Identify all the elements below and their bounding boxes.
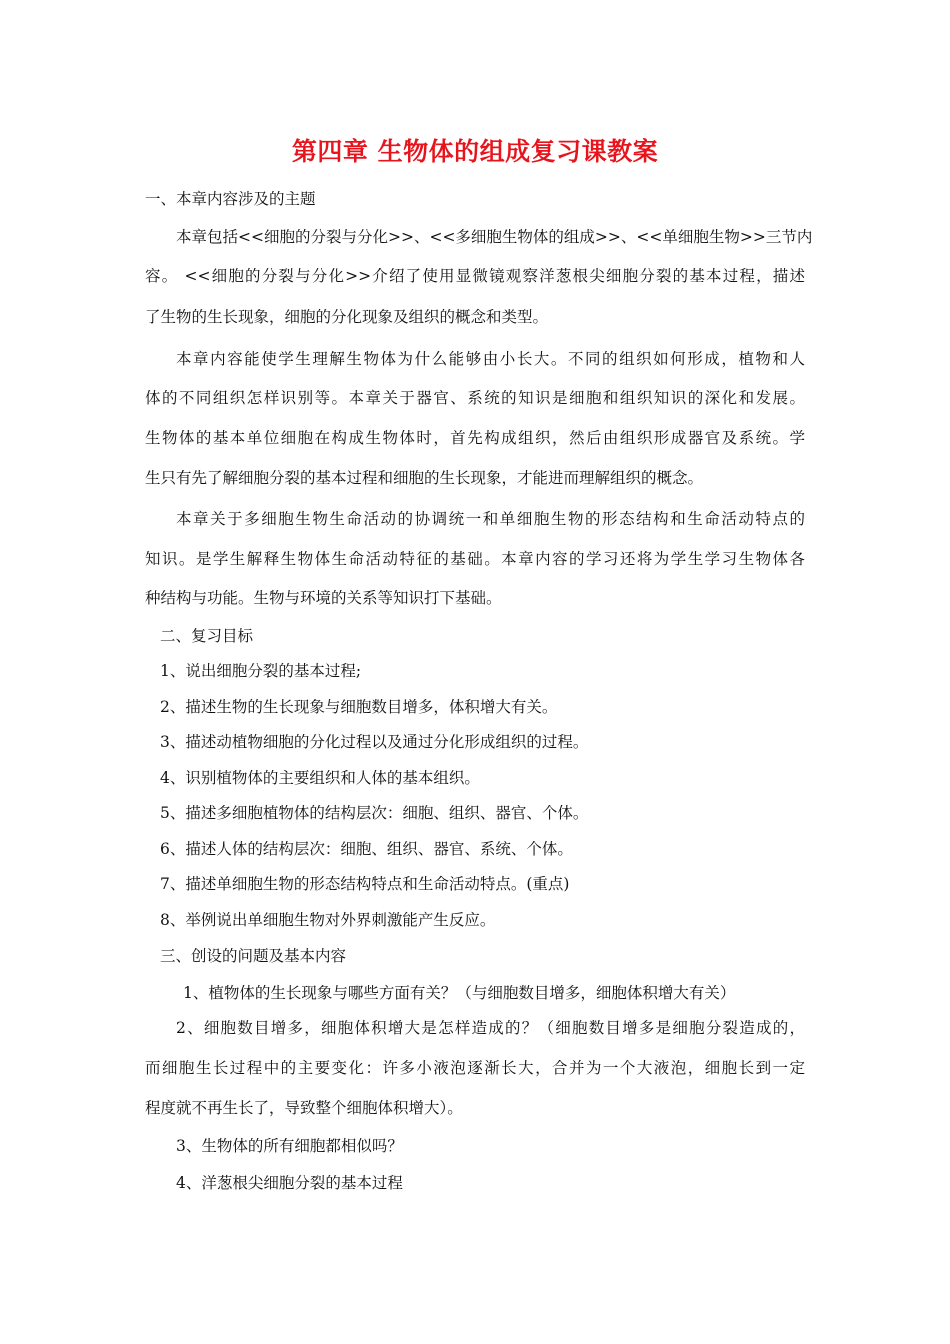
section-heading-3: 三、创设的问题及基本内容 [160,947,347,965]
paragraph-line: 生只有先了解细胞分裂的基本过程和细胞的生长现象，才能进而理解组织的概念。 [145,469,704,487]
section-heading-2: 二、复习目标 [160,627,254,645]
paragraph-line: 本章内容能使学生理解生物体为什么能够由小长大。不同的组织如何形成，植物和人 [176,350,805,368]
page-title: 第四章 生物体的组成复习课教案 [291,137,659,166]
list-item: 8、举例说出单细胞生物对外界刺激能产生反应。 [160,911,496,929]
list-item: 2、细胞数目增多，细胞体积增大是怎样造成的？（细胞数目增多是细胞分裂造成的， [176,1019,805,1037]
paragraph-line: 本章包括<<细胞的分裂与分化>>、<<多细胞生物体的组成>>、<<单细胞生物>>三节内 [176,228,813,246]
list-item-continuation: 程度就不再生长了，导致整个细胞体积增大）。 [145,1099,463,1117]
list-item: 4、洋葱根尖细胞分裂的基本过程 [176,1174,403,1192]
list-item-continuation: 而细胞生长过程中的主要变化：许多小液泡逐渐长大，合并为一个大液泡，细胞长到一定 [145,1059,805,1077]
list-item: 2、描述生物的生长现象与细胞数目增多，体积增大有关。 [160,698,558,716]
paragraph-line: 生物体的基本单位细胞在构成生物体时，首先构成组织，然后由组织形成器官及系统。学 [145,429,805,447]
paragraph-line: 体的不同组织怎样识别等。本章关于器官、系统的知识是细胞和组织知识的深化和发展。 [145,389,805,407]
paragraph-line: 种结构与功能。生物与环境的关系等知识打下基础。 [145,589,502,607]
paragraph-line: 本章关于多细胞生物生命活动的协调统一和单细胞生物的形态结构和生命活动特点的 [176,510,805,528]
paragraph-line: 知识。是学生解释生物体生命活动特征的基础。本章内容的学习还将为学生学习生物体各 [145,550,805,568]
list-item: 3、描述动植物细胞的分化过程以及通过分化形成组织的过程。 [160,733,589,751]
list-item: 6、描述人体的结构层次：细胞、组织、器官、系统、个体。 [160,840,573,858]
list-item: 4、识别植物体的主要组织和人体的基本组织。 [160,769,480,787]
paragraph-line: 容。 <<细胞的分裂与分化>>介绍了使用显微镜观察洋葱根尖细胞分裂的基本过程，描述 [145,267,805,285]
list-item: 1、说出细胞分裂的基本过程; [160,662,362,680]
section-heading-1: 一、本章内容涉及的主题 [145,190,316,208]
paragraph-line: 了生物的生长现象，细胞的分化现象及组织的概念和类型。 [145,308,549,326]
list-item: 3、生物体的所有细胞都相似吗？ [176,1137,403,1155]
list-item: 5、描述多细胞植物体的结构层次：细胞、组织、器官、个体。 [160,804,589,822]
list-item: 1、植物体的生长现象与哪些方面有关？（与细胞数目增多，细胞体积增大有关） [183,984,736,1002]
list-item: 7、描述单细胞生物的形态结构特点和生命活动特点。(重点) [160,875,570,893]
